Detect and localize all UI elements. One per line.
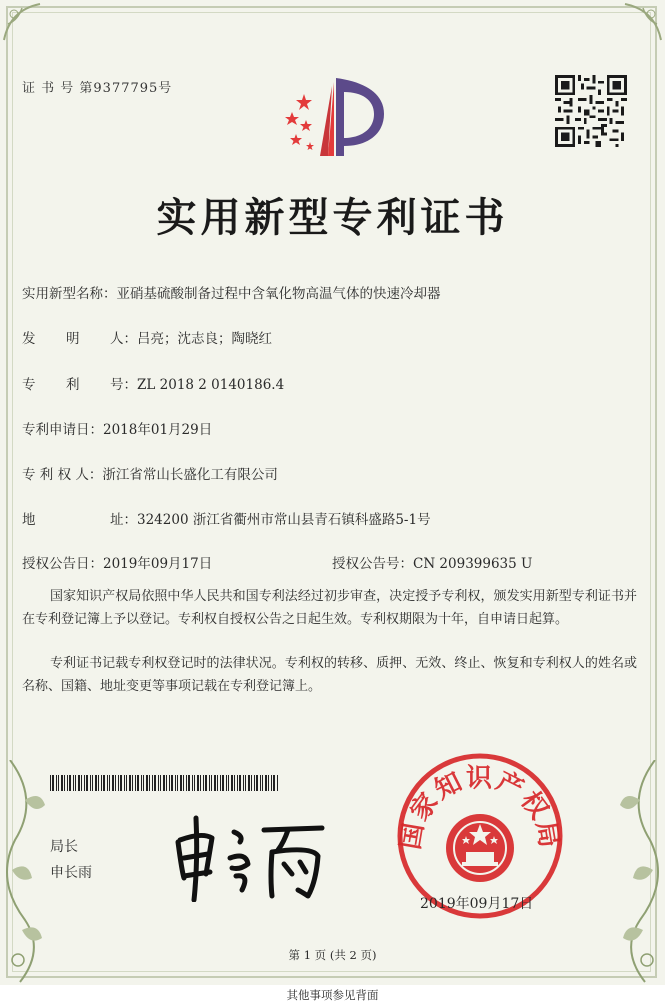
field-value: 亚硝基硫酸制备过程中含氧化物高温气体的快速冷却器 <box>116 286 441 302</box>
seal-text: 国家知识产权局 <box>396 763 564 852</box>
barcode <box>50 775 280 791</box>
field-value: CN 209399635 U <box>413 556 533 572</box>
field-value: 浙江省常山长盛化工有限公司 <box>102 467 278 483</box>
page-number: 第 1 页 (共 2 页) <box>288 948 377 962</box>
field-label: 专 利 权 人： <box>22 467 103 483</box>
field-address <box>22 508 431 528</box>
field-grant-number <box>332 552 532 572</box>
field-label: 专利申请日： <box>22 422 103 438</box>
field-value: 吕亮；沈志良；陶晓红 <box>137 331 272 347</box>
field-application-date <box>22 418 212 438</box>
field-label-part: 明 <box>66 331 80 347</box>
field-value: ZL 2018 2 0140186.4 <box>137 377 285 393</box>
qr-code <box>555 75 627 147</box>
field-label-part: 地 <box>22 512 36 528</box>
field-label-part: 利 <box>66 377 80 393</box>
field-patent-number <box>22 373 284 393</box>
patent-office-logo <box>278 72 390 162</box>
field-value: 324200 浙江省衢州市常山县青石镇科盛路5-1号 <box>137 512 431 528</box>
director-title: 局长 <box>50 839 78 855</box>
footer-note: 其他事项参见背面 <box>286 988 379 1002</box>
certificate-number: 证 书 号 第9377795号 <box>22 81 173 96</box>
field-value: 2018年01月29日 <box>103 422 213 438</box>
field-label-part: 址： <box>110 512 137 528</box>
field-label: 授权公告号： <box>332 556 413 572</box>
field-label-part: 专 <box>22 377 36 393</box>
field-inventors <box>22 327 272 347</box>
field-value: 2019年09月17日 <box>103 556 213 572</box>
field-utility-model-name <box>22 282 441 302</box>
director-name: 申长雨 <box>50 865 92 881</box>
director-signature <box>172 812 332 902</box>
field-patentee <box>22 463 278 483</box>
seal-date: 2019年09月17日 <box>420 896 534 912</box>
field-label-part: 人： <box>110 331 137 347</box>
certificate-title: 实用新型专利证书 <box>156 194 509 241</box>
field-label: 实用新型名称： <box>22 286 117 302</box>
field-label-part: 发 <box>22 331 36 347</box>
corner-ornament-top-right <box>595 0 665 70</box>
statement-paragraph-2: 专利证书记载专利权登记时的法律状况。专利权的转移、质押、无效、终止、恢复和专利权人的姓名或名称、国籍、地址变更等事项记载在专利登记簿上。 <box>22 656 637 694</box>
statement-paragraph-1: 国家知识产权局依照中华人民共和国专利法经过初步审查，决定授予专利权，颁发实用新型专利证书并在专利登记簿上予以登记。专利权自授权公告之日起生效。专利权期限为十年，自申请日起算。 <box>22 589 637 627</box>
field-label: 授权公告日： <box>22 556 103 572</box>
field-grant-date <box>22 552 212 572</box>
corner-ornament-top-left <box>0 0 70 70</box>
field-label-part: 号： <box>110 377 137 393</box>
